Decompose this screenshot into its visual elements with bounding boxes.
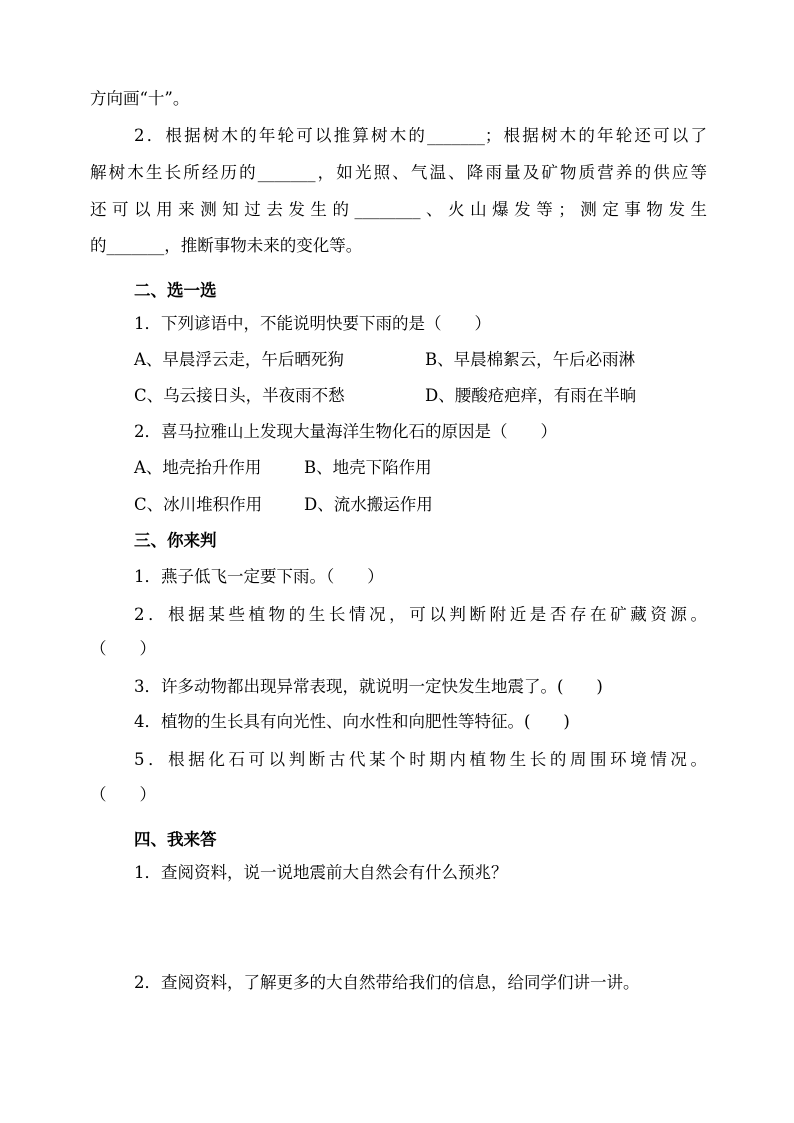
choice-option-d: D、腰酸疮疤痒，有雨在半晌 (425, 386, 637, 405)
choice-option-a: A、早晨浮云走，午后晒死狗 (134, 350, 344, 369)
choice-question-2: 2．喜马拉雅山上发现大量海洋生物化石的原因是（ ） (134, 422, 557, 441)
judge-question-2-line-1: 2．根据某些植物的生长情况，可以判断附近是否存在矿藏资源。 (134, 605, 707, 624)
fill-question-2-line-3: 还可以用来测知过去发生的________、火山爆发等；测定事物发生 (90, 200, 707, 219)
judge-question-2-line-2: （ ） (90, 639, 156, 658)
choice-option-c: C、乌云接日头，半夜雨不愁 (134, 386, 345, 405)
choice-question-1: 1．下列谚语中，不能说明快要下雨的是（ ） (134, 314, 491, 333)
judge-question-5-line-2: （ ） (90, 785, 156, 804)
continued-text: 方向画“十”。 (90, 89, 190, 108)
choice-option-d: D、流水搬运作用 (304, 495, 433, 514)
judge-question-5-line-1: 5．根据化石可以判断古代某个时期内植物生长的周围环境情况。 (134, 750, 707, 769)
choice-option-a: A、地壳抬升作用 (134, 458, 262, 477)
choice-option-c: C、冰川堆积作用 (134, 495, 263, 514)
section-heading-choose: 二、选一选 (134, 281, 217, 300)
fill-question-2-line-1: 2．根据树木的年轮可以推算树木的_______；根据树木的年轮还可以了 (134, 126, 707, 145)
judge-question-1: 1．燕子低飞一定要下雨。（ ） (134, 567, 384, 586)
judge-question-3: 3．许多动物都出现异常表现，就说明一定快发生地震了。( ) (134, 677, 603, 696)
section-heading-answer: 四、我来答 (134, 830, 217, 849)
answer-question-1: 1．查阅资料，说一说地震前大自然会有什么预兆？ (134, 863, 508, 882)
fill-question-2-line-4: 的_______，推断事物未来的变化等。 (90, 236, 363, 255)
choice-option-b: B、早晨棉絮云，午后必雨淋 (425, 350, 636, 369)
section-heading-judge: 三、你来判 (134, 531, 217, 550)
judge-question-4: 4．植物的生长具有向光性、向水性和向肥性等特征。( ) (134, 712, 570, 731)
fill-question-2-line-2: 解树木生长所经历的_______，如光照、气温、降雨量及矿物质营养的供应等 (90, 163, 707, 182)
answer-question-2: 2．查阅资料，了解更多的大自然带给我们的信息，给同学们讲一讲。 (134, 973, 640, 992)
choice-option-b: B、地壳下陷作用 (304, 458, 432, 477)
